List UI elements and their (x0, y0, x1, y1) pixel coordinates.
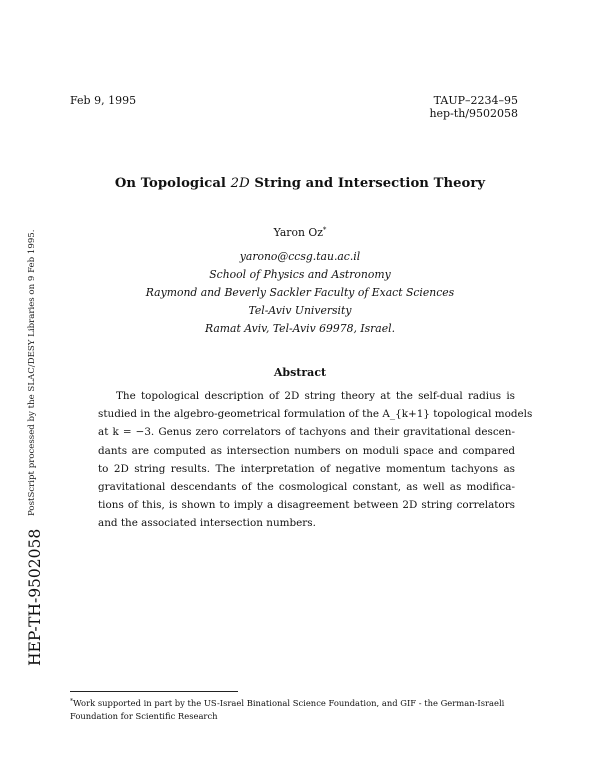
footnote-line (70, 697, 530, 710)
affiliation-faculty: Raymond and Beverly Sackler Faculty of Exact Sciences (145, 286, 455, 299)
title-part-math: 2D (230, 176, 250, 191)
paper-title (0, 176, 600, 191)
author-footnote-marker: * (322, 226, 327, 234)
processing-stamp: PostScript processed by the SLAC/DESY Libraries on 9 Feb 1995. (27, 229, 37, 516)
abstract-line: and the associated intersection numbers. (98, 517, 316, 530)
abstract-line: tions of this, is shown to imply a disagreement between 2D string correlators (98, 499, 515, 512)
title-part-after: String and Intersection Theory (249, 176, 486, 191)
abstract-heading: Abstract (273, 366, 327, 379)
margin-report-id: HEP-TH-9502058 (26, 528, 44, 666)
abstract-line: dants are computed as intersection numbers on moduli space and compared (98, 444, 515, 457)
footnote-line: Foundation for Scientific Research (70, 711, 218, 721)
abstract-body (98, 387, 533, 533)
affiliation-university: Tel-Aviv University (248, 304, 352, 317)
author-name: Yaron Oz (273, 226, 323, 239)
footnote (70, 697, 530, 723)
affiliation-school: School of Physics and Astronomy (209, 268, 391, 281)
header-date: Feb 9, 1995 (70, 94, 137, 107)
footnote-text: Work supported in part by the US-Israel Binational Science Foundation, and GIF - the German-Israeli (73, 698, 505, 708)
abstract-line: to 2D string results. The interpretation of negative momentum tachyons as (98, 462, 515, 475)
affiliation-block (0, 248, 600, 338)
abstract-line: studied in the algebro-geometrical formulation of the A_{k+1} topological models (98, 408, 533, 421)
author (0, 226, 600, 239)
arxiv-id: hep-th/9502058 (429, 107, 518, 120)
author-email: yarono@ccsg.tau.ac.il (239, 250, 361, 263)
abstract-line: at k = −3. Genus zero correlators of tachyons and their gravitational descen- (98, 426, 515, 439)
abstract-line: gravitational descendants of the cosmological constant, as well as modifica- (98, 481, 515, 494)
affiliation-address: Ramat Aviv, Tel-Aviv 69978, Israel. (204, 322, 396, 335)
footnote-marker: * (70, 698, 73, 705)
report-number: TAUP–2234–95 (433, 94, 518, 107)
abstract-line: The topological description of 2D string theory at the self-dual radius is (116, 390, 515, 402)
header-identifiers (429, 94, 518, 120)
footnote-rule (70, 691, 238, 692)
title-part-before: On Topological (114, 176, 231, 191)
